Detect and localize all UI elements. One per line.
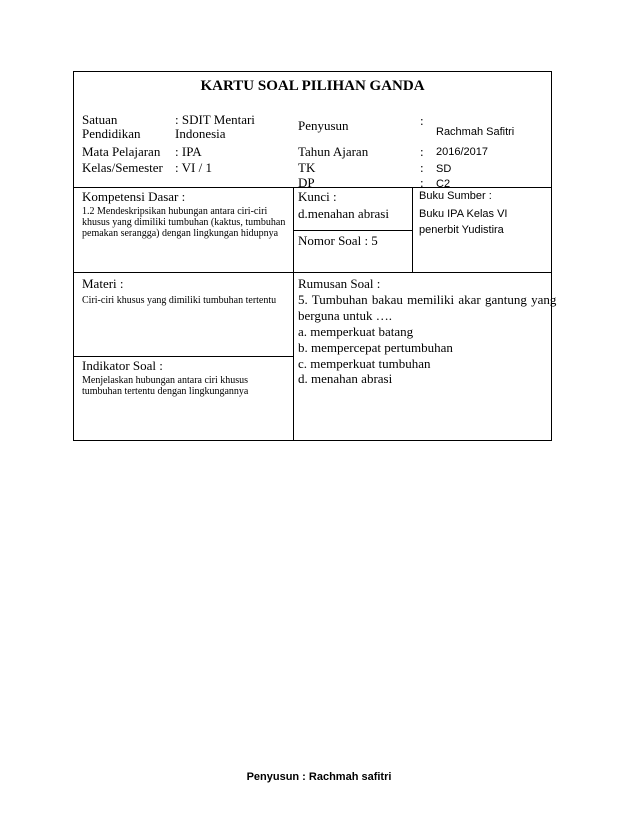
satuan-value-2: Indonesia (175, 126, 226, 141)
divider-col-left (293, 187, 294, 441)
kelas-value: : VI / 1 (175, 160, 212, 175)
buku-sumber-label: Buku Sumber : (419, 190, 492, 202)
card-title: KARTU SOAL PILIHAN GANDA (200, 78, 425, 94)
indikator-text: Menjelaskan hubungan antara ciri khusus tumbuhan tertentu dengan lingkungannya (82, 375, 249, 397)
kompetensi-text: 1.2 Mendeskripsikan hubungan antara ciri-ciri khusus yang dimiliki tumbuhan (kaktus, tumbuhan pemakan serangga) dengan lingkungan hidupnya (82, 206, 286, 239)
option-c: c. memperkuat tumbuhan (298, 356, 431, 371)
penyusun-label: Penyusun (298, 118, 349, 133)
question-line-1: 5. Tumbuhan bakau memiliki akar gantung yang (298, 292, 557, 307)
kunci-label: Kunci : (298, 189, 337, 204)
question-card (73, 71, 557, 441)
question-line-2: berguna untuk …. (298, 308, 392, 323)
kelas-label: Kelas/Semester (82, 160, 163, 175)
page-footer: Penyusun : Rachmah safitri (246, 771, 392, 783)
tahun-value: 2016/2017 (436, 146, 488, 158)
option-a: a. memperkuat batang (298, 324, 414, 339)
satuan-label-2: Pendidikan (82, 126, 141, 141)
tk-value: SD (436, 163, 452, 175)
divider-kunci-nomor (293, 230, 412, 231)
mapel-label: Mata Pelajaran (82, 144, 161, 159)
dp-value: C2 (436, 178, 451, 190)
dp-colon: : (420, 175, 424, 190)
materi-label: Materi : (82, 276, 124, 291)
materi-text: Ciri-ciri khusus yang dimiliki tumbuhan tertentu (82, 295, 277, 306)
buku-sumber-text: Buku IPA Kelas VI penerbit Yudistira (419, 208, 508, 236)
penyusun-colon: : (420, 113, 424, 128)
mapel-value: : IPA (175, 144, 202, 159)
divider-middle (74, 272, 551, 273)
tk-label: TK (298, 160, 316, 175)
option-b: b. mempercepat pertumbuhan (298, 340, 453, 355)
divider-col-right (412, 187, 413, 272)
tahun-label: Tahun Ajaran (298, 144, 369, 159)
dp-label: DP (298, 175, 315, 190)
tk-colon: : (420, 160, 424, 175)
satuan-label-1: Satuan (82, 112, 118, 127)
option-d: d. menahan abrasi (298, 371, 393, 386)
tahun-colon: : (420, 144, 424, 159)
rumusan-label: Rumusan Soal : (298, 276, 381, 291)
nomor-soal: Nomor Soal : 5 (298, 233, 378, 248)
penyusun-value: Rachmah Safitri (436, 126, 515, 138)
indikator-label: Indikator Soal : (82, 358, 163, 373)
satuan-value-1: : SDIT Mentari (175, 112, 255, 127)
kompetensi-label: Kompetensi Dasar : (82, 189, 186, 204)
divider-indikator (74, 356, 293, 357)
kunci-value: d.menahan abrasi (298, 206, 389, 221)
